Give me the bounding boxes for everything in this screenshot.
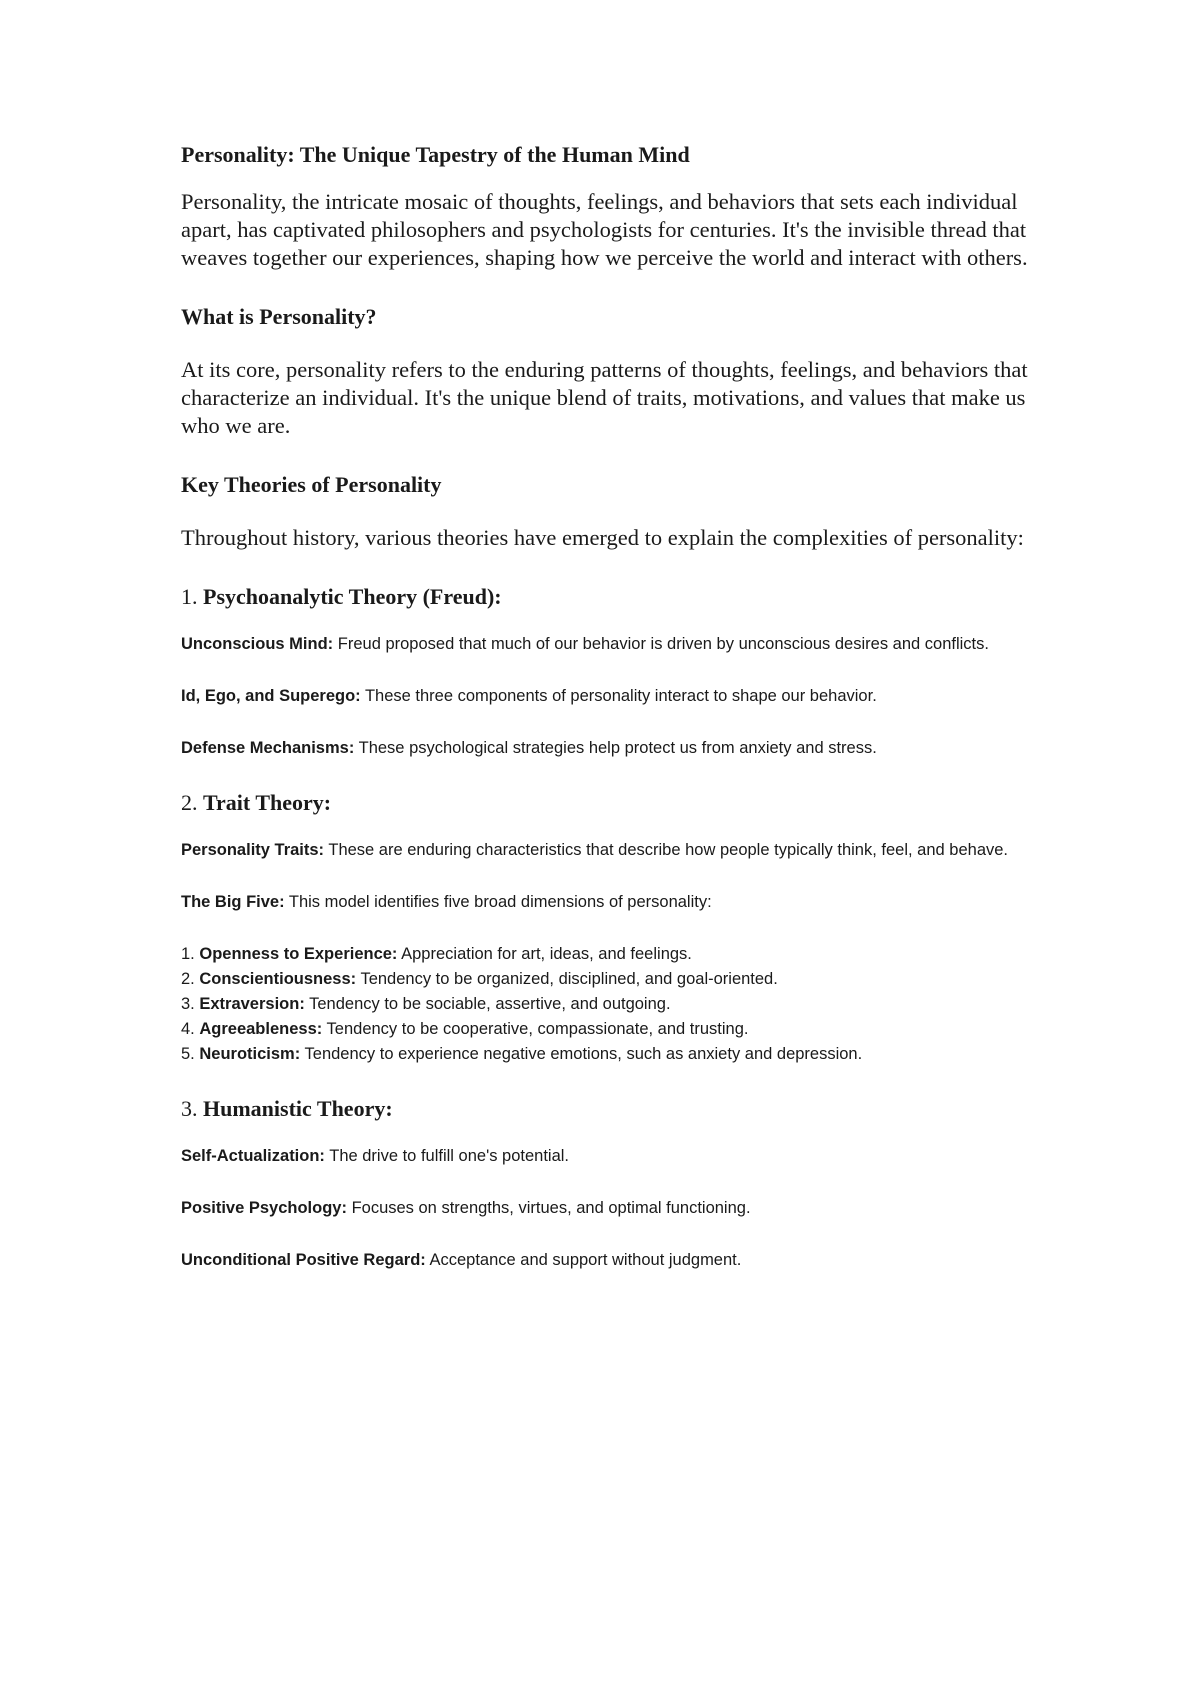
- psychoanalytic-number: 1.: [181, 584, 198, 609]
- list-text: Tendency to be sociable, assertive, and outgoing.: [309, 995, 671, 1013]
- trait-number: 2.: [181, 790, 198, 815]
- trait-heading: [181, 788, 1031, 818]
- list-term: Neuroticism:: [199, 1045, 301, 1063]
- list-item: [181, 1017, 1031, 1042]
- document-title: Personality: The Unique Tapestry of the Human Mind: [181, 142, 690, 167]
- item-term: Unconditional Positive Regard:: [181, 1251, 426, 1269]
- list-item: [181, 942, 1031, 967]
- item-text: These three components of personality interact to shape our behavior.: [364, 687, 877, 705]
- what-paragraph: At its core, personality refers to the enduring patterns of thoughts, feelings, and behaviors that characterize an individual. It's the unique blend of traits, motivations, and values that make us who we are.: [181, 357, 1028, 438]
- item-text: These are enduring characteristics that describe how people typically think, feel, and behave.: [328, 841, 1009, 859]
- trait-item: [181, 890, 1031, 915]
- list-item: [181, 992, 1031, 1017]
- list-number: 3.: [181, 995, 195, 1013]
- item-term: Unconscious Mind:: [181, 635, 334, 653]
- humanistic-item: [181, 1196, 1031, 1221]
- item-text: These psychological strategies help protect us from anxiety and stress.: [358, 739, 877, 757]
- item-term: Self-Actualization:: [181, 1147, 325, 1165]
- theories-heading: Key Theories of Personality: [181, 472, 442, 497]
- humanistic-number: 3.: [181, 1096, 198, 1121]
- item-term: Defense Mechanisms:: [181, 739, 355, 757]
- psychoanalytic-heading: [181, 582, 1031, 612]
- theories-paragraph: Throughout history, various theories have emerged to explain the complexities of personality:: [181, 525, 1024, 550]
- item-text: This model identifies five broad dimensions of personality:: [288, 893, 712, 911]
- humanistic-item: [181, 1144, 1031, 1169]
- list-term: Agreeableness:: [199, 1020, 323, 1038]
- list-number: 4.: [181, 1020, 195, 1038]
- humanistic-heading: [181, 1094, 1031, 1124]
- list-text: Appreciation for art, ideas, and feelings.: [401, 945, 692, 963]
- item-term: The Big Five:: [181, 893, 285, 911]
- document-page: [181, 140, 1031, 1300]
- list-text: Tendency to experience negative emotions, such as anxiety and depression.: [304, 1045, 863, 1063]
- list-text: Tendency to be cooperative, compassionate, and trusting.: [326, 1020, 749, 1038]
- list-text: Tendency to be organized, disciplined, and goal-oriented.: [360, 970, 778, 988]
- list-number: 1.: [181, 945, 195, 963]
- humanistic-title: Humanistic Theory:: [203, 1096, 393, 1121]
- item-text: Acceptance and support without judgment.: [429, 1251, 742, 1269]
- big-five-list: [181, 942, 1031, 1067]
- list-number: 5.: [181, 1045, 195, 1063]
- item-term: Positive Psychology:: [181, 1199, 347, 1217]
- list-term: Conscientiousness:: [199, 970, 357, 988]
- psychoanalytic-item: [181, 632, 1031, 657]
- list-term: Extraversion:: [199, 995, 305, 1013]
- humanistic-item: [181, 1248, 1031, 1273]
- psychoanalytic-item: [181, 736, 1031, 761]
- item-text: Focuses on strengths, virtues, and optimal functioning.: [351, 1199, 751, 1217]
- what-heading: What is Personality?: [181, 304, 377, 329]
- trait-title: Trait Theory:: [203, 790, 332, 815]
- list-item: [181, 967, 1031, 992]
- trait-item: [181, 838, 1031, 863]
- list-term: Openness to Experience:: [199, 945, 398, 963]
- item-term: Id, Ego, and Superego:: [181, 687, 361, 705]
- item-text: Freud proposed that much of our behavior is driven by unconscious desires and conflicts.: [337, 635, 989, 653]
- item-term: Personality Traits:: [181, 841, 325, 859]
- list-number: 2.: [181, 970, 195, 988]
- item-text: The drive to fulfill one's potential.: [329, 1147, 570, 1165]
- list-item: [181, 1042, 1031, 1067]
- psychoanalytic-item: [181, 684, 1031, 709]
- psychoanalytic-title: Psychoanalytic Theory (Freud):: [203, 584, 502, 609]
- intro-paragraph: Personality, the intricate mosaic of thoughts, feelings, and behaviors that sets each individual apart, has captivated philosophers and psychologists for centuries. It's the invisible thread that weaves together our experiences, shaping how we perceive the world and interact with others.: [181, 189, 1028, 270]
